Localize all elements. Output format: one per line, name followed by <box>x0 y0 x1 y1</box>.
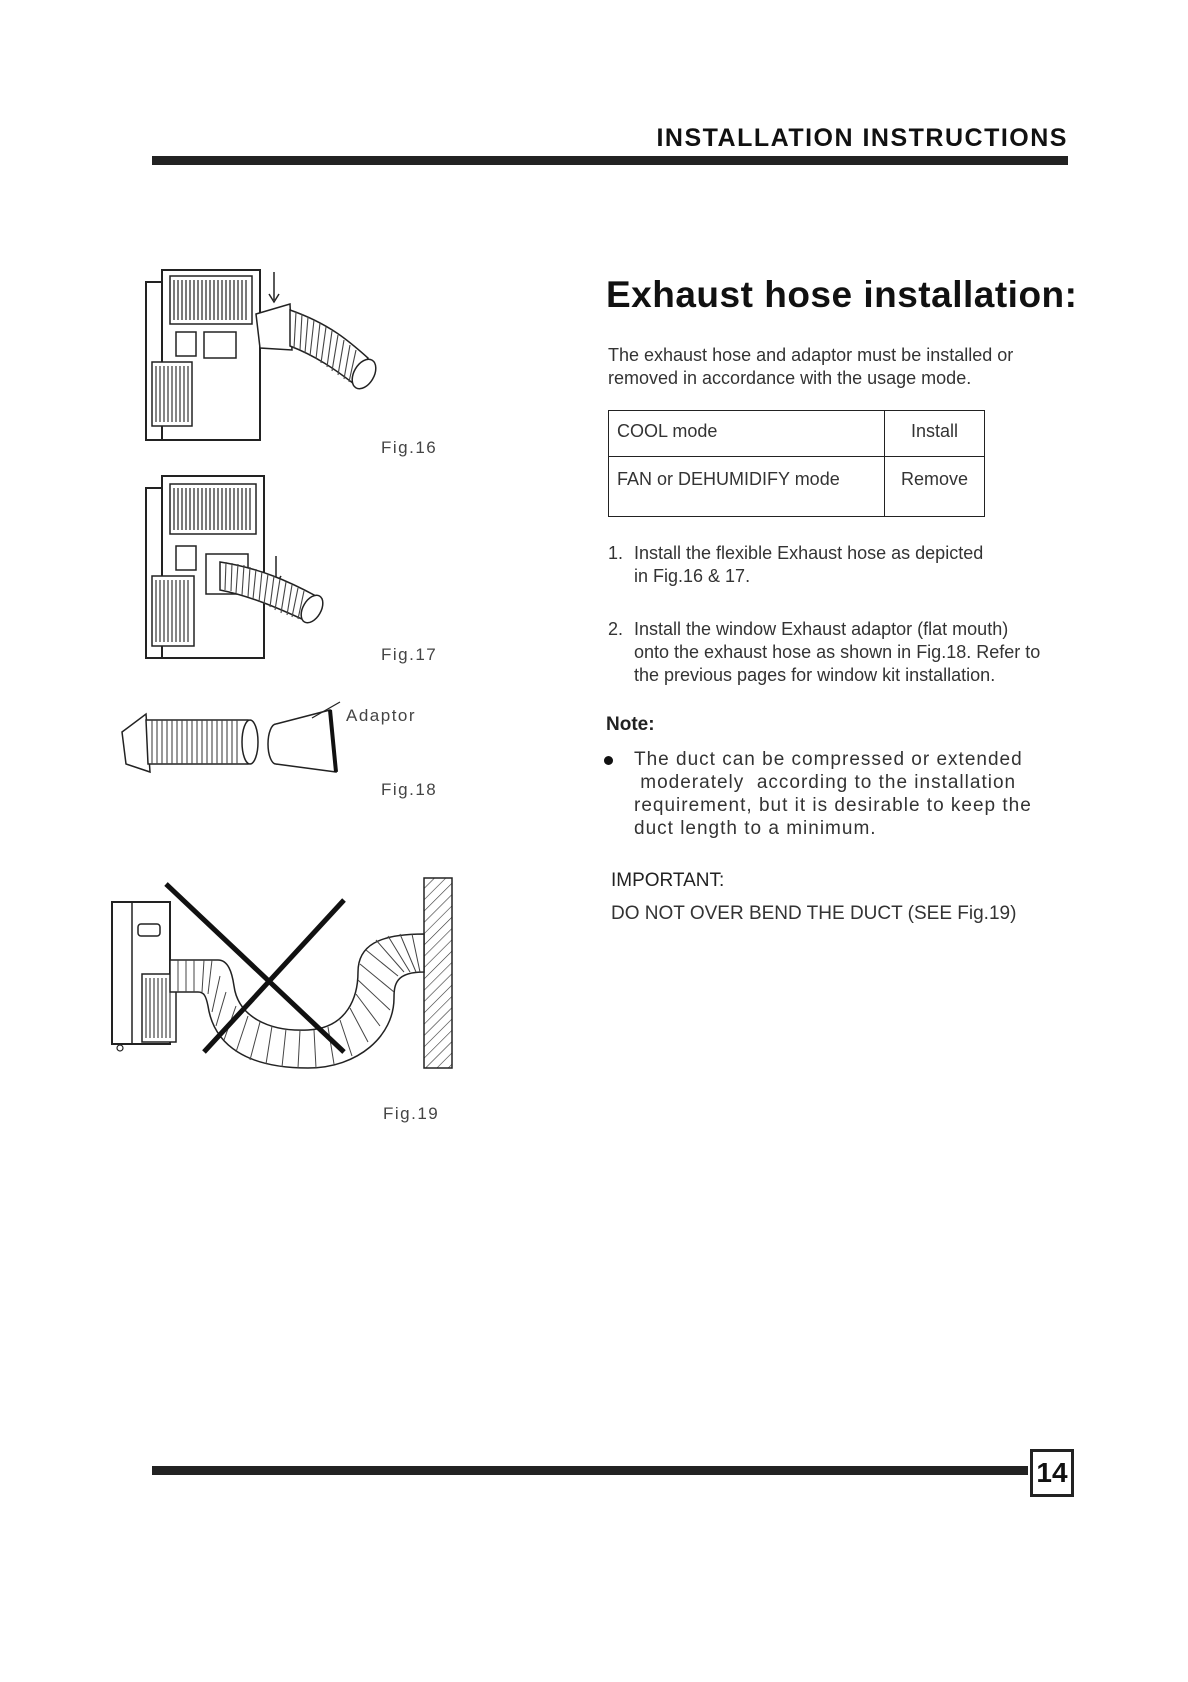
fig19-illustration <box>108 876 458 1072</box>
action-cell: Remove <box>885 457 985 517</box>
fig17-label: Fig.17 <box>381 645 438 664</box>
table-row <box>609 457 985 517</box>
important-text: DO NOT OVER BEND THE DUCT (SEE Fig.19) <box>611 903 1017 924</box>
header-title: INSTALLATION INSTRUCTIONS <box>656 124 1068 152</box>
fig18-illustration <box>116 696 356 780</box>
note-line: duct length to a minimum. <box>634 818 877 839</box>
fig19-label: Fig.19 <box>383 1104 440 1123</box>
note-line: moderately according to the installation <box>634 772 1017 793</box>
step-line: Install the window Exhaust adaptor (flat mouth) <box>634 619 1009 639</box>
fig16-illustration <box>140 262 430 452</box>
note-bullet <box>604 748 1064 840</box>
action-cell: Install <box>885 411 985 457</box>
intro-text: The exhaust hose and adaptor must be installed or removed in accordance with the usage mode. <box>608 345 1014 388</box>
step-line: onto the exhaust hose as shown in Fig.18. Refer to <box>634 642 1041 662</box>
fig17-illustration <box>140 472 400 672</box>
fig18-label: Fig.18 <box>381 780 438 799</box>
adaptor-label: Adaptor <box>346 706 417 725</box>
step-line: in Fig.16 & 17. <box>634 566 751 586</box>
bullet-icon <box>604 756 613 765</box>
section-title: Exhaust hose installation: <box>606 274 1078 315</box>
note-heading: Note: <box>606 714 655 735</box>
header-rule <box>152 156 1068 165</box>
mode-cell: COOL mode <box>609 411 885 457</box>
step-line: the previous pages for window kit installation. <box>634 665 996 685</box>
mode-table <box>608 410 985 517</box>
step-1 <box>608 542 1078 588</box>
step-number: 2. <box>608 619 624 639</box>
note-line: requirement, but it is desirable to keep the <box>634 795 1032 816</box>
mode-cell: FAN or DEHUMIDIFY mode <box>609 457 885 517</box>
page-number: 14 <box>1030 1449 1074 1497</box>
step-number: 1. <box>608 543 624 563</box>
important-heading: IMPORTANT: <box>611 870 725 891</box>
step-2 <box>608 618 1078 687</box>
footer-rule <box>152 1466 1028 1475</box>
step-line: Install the flexible Exhaust hose as depicted <box>634 543 984 563</box>
note-line: The duct can be compressed or extended <box>634 749 1023 770</box>
table-row <box>609 411 985 457</box>
fig16-label: Fig.16 <box>381 438 438 457</box>
